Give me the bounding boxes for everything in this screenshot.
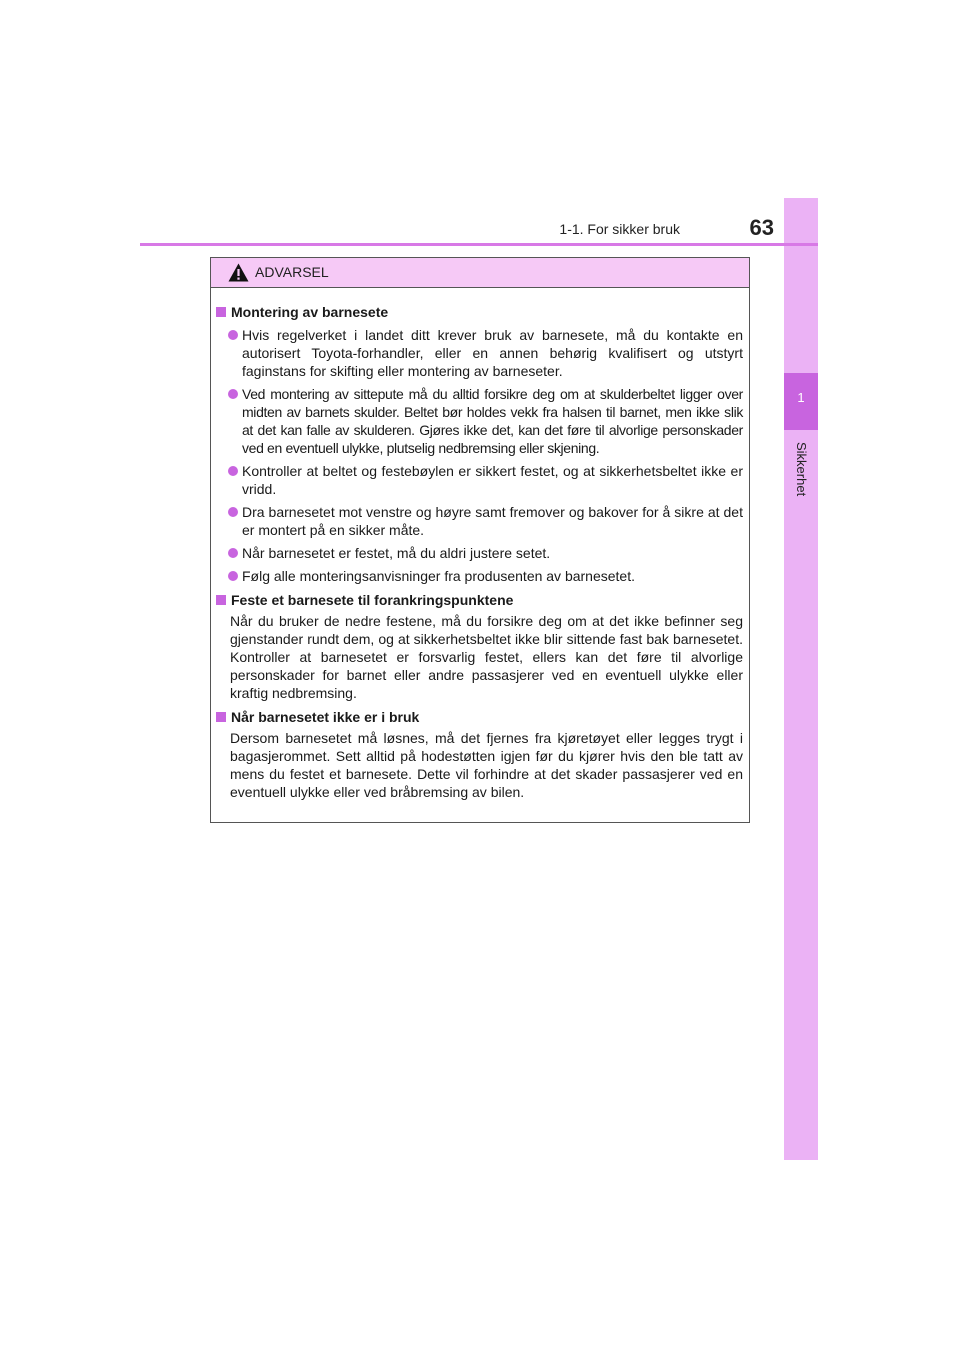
circle-bullet-icon [228,389,238,399]
warning-body [211,288,749,801]
bullet-item: Dra barnesetet mot venstre og høyre samt fremover og bakover for å sikre at det er montert på en sikker måte. [216,503,743,539]
warning-header [211,258,749,288]
section-feste [216,591,743,702]
chapter-name: Sikkerhet [794,442,809,497]
bullet-item: Hvis regelverket i landet ditt krever bruk av barnesete, må du kontakte en autorisert Toyota-forhandler, eller en annen behørig kvalifisert og utstyrt faginstans for skifting eller montering av barneseter. [216,326,743,380]
header-rule [140,243,818,246]
bullet-item: Følg alle monteringsanvisninger fra produsenten av barnesetet. [216,567,743,585]
section-ikke-i-bruk [216,708,743,801]
square-bullet-icon [216,307,226,317]
circle-bullet-icon [228,466,238,476]
section-paragraph: Når du bruker de nedre festene, må du forsikre deg om at det ikke befinner seg gjenstander rundt dem, og at sikkerhetsbeltet ikke blir sittende fast bak barnesetet. Kontroller at barnesetet er forsvarlig festet, ellers kan det føre til alvorlige personskader for barnet eller andre passasjerer ved en eventuell ulykke eller kraftig nedbremsing. [230,613,743,701]
section-title: Når barnesetet ikke er i bruk [216,708,743,726]
header-section-title: 1-1. For sikker bruk [559,221,680,237]
circle-bullet-icon [228,571,238,581]
section-paragraph: Dersom barnesetet må løsnes, må det fjernes fra kjøretøyet eller legges trygt i bagasjerommet. Sett alltid på hodestøtten igjen før du kjører hvis den ble tatt av mens du festet et barnesete. Dette vil forhindre at det skader passasjerer ved en eventuell ulykke eller ved bråbremsing av bilen. [230,730,743,800]
section-montering [216,303,743,585]
square-bullet-icon [216,595,226,605]
circle-bullet-icon [228,507,238,517]
bullet-item: Kontroller at beltet og festebøylen er sikkert festet, og at sikkerhetsbeltet ikke er vridd. [216,462,743,498]
square-bullet-icon [216,712,226,722]
side-tab [784,198,818,1160]
circle-bullet-icon [228,548,238,558]
warning-triangle-icon [228,263,249,282]
circle-bullet-icon [228,330,238,340]
page-number: 63 [749,215,774,240]
bullet-item: Når barnesetet er festet, må du aldri justere setet. [216,544,743,562]
section-title: Feste et barnesete til forankringspunktene [216,591,743,609]
chapter-number: 1 [797,390,805,405]
section-title: Montering av barnesete [216,303,743,321]
warning-box [210,257,750,823]
warning-title: ADVARSEL [255,264,329,280]
bullet-item: Ved montering av sittepute må du alltid forsikre deg om at skulderbeltet ligger over midten av barnets skulder. Beltet bør holdes vekk fra halsen til barnet, men ikke slik at det kan falle av skulderen. Gjøres ikke det, kan det føre til alvorlige personskader ved en eventuell ulykke, plutselig nedbremsing eller skjening. [216,385,743,457]
